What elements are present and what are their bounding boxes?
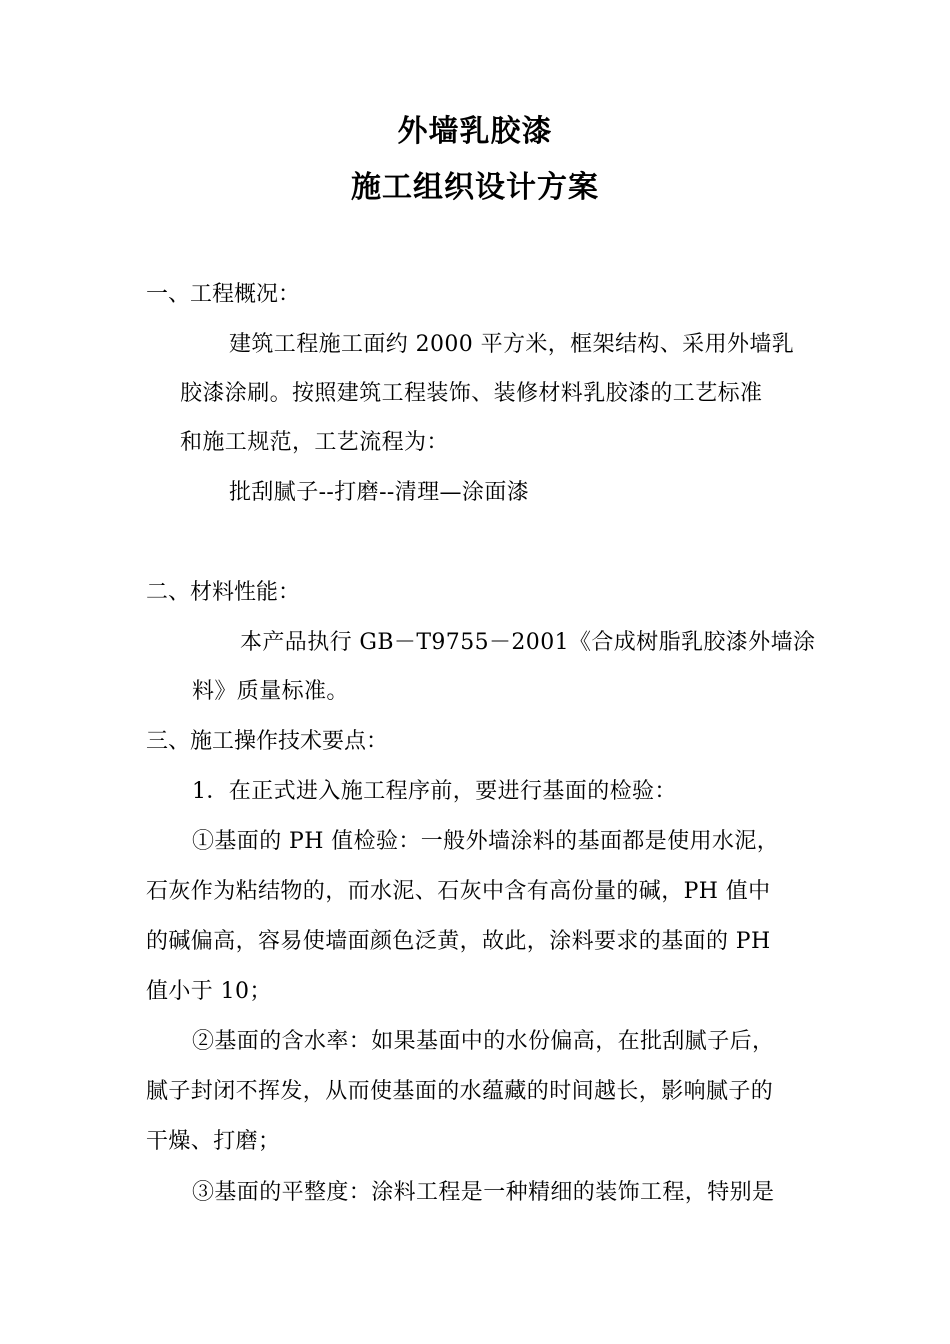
paragraph-line: ①基面的 PH 值检验：一般外墙涂料的基面都是使用水泥， [192, 829, 780, 854]
paragraph-line: 胶漆涂刷。按照建筑工程装饰、装修材料乳胶漆的工艺标准 [180, 381, 763, 406]
paragraph-line: 建筑工程施工面约 2000 平方米，框架结构、采用外墙乳 [229, 332, 795, 357]
paragraph-line: 和施工规范，工艺流程为： [180, 430, 449, 455]
paragraph-line: 本产品执行 GB－T9755－2001《合成树脂乳胶漆外墙涂 [240, 630, 816, 655]
paragraph-line: 腻子封闭不挥发，从而使基面的水蕴藏的时间越长，影响腻子的 [146, 1079, 774, 1104]
paragraph-line: ②基面的含水率：如果基面中的水份偏高，在批刮腻子后， [192, 1029, 775, 1054]
section-heading-material: 二、材料性能： [146, 580, 301, 605]
paragraph-line: 值小于 10； [146, 979, 272, 1004]
paragraph-line: 石灰作为粘结物的，而水泥、石灰中含有高份量的碱，PH 值中 [146, 879, 771, 904]
paragraph-line: 1．在正式进入施工程序前，要进行基面的检验： [192, 779, 677, 804]
section-heading-overview: 一、工程概况： [146, 282, 301, 307]
paragraph-line: ③基面的平整度：涂料工程是一种精细的装饰工程，特别是 [192, 1180, 775, 1205]
document-title-line-2: 施工组织设计方案 [351, 170, 599, 205]
document-title-line-1: 外墙乳胶漆 [397, 114, 553, 149]
process-flow-line: 批刮腻子--打磨--清理—涂面漆 [229, 480, 530, 505]
paragraph-line: 的碱偏高，容易使墙面颜色泛黄，故此，涂料要求的基面的 PH [146, 929, 771, 954]
paragraph-line: 料》质量标准。 [192, 679, 349, 704]
paragraph-line: 干燥、打磨； [146, 1129, 281, 1154]
section-heading-technique: 三、施工操作技术要点： [146, 729, 389, 754]
